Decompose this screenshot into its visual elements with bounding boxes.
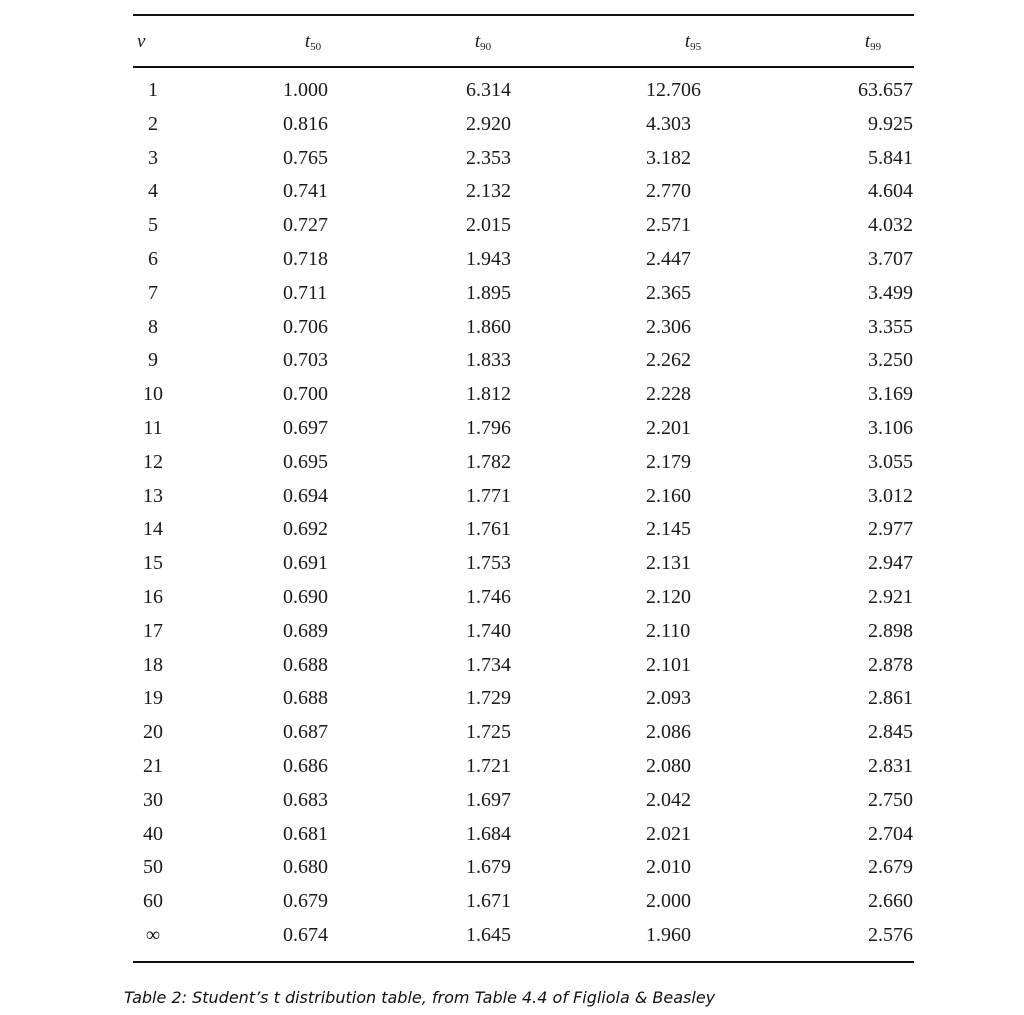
table-caption: Table 2: Student’s t distribution table, from Table 4.4 of Figliola & Beasley — [124, 988, 716, 1007]
table-row — [133, 142, 914, 176]
cell-t50: 0.674 — [283, 923, 328, 946]
cell-t95: 2.120 — [646, 585, 691, 608]
cell-t90: 1.671 — [466, 890, 511, 913]
table-body — [133, 74, 914, 953]
cell-t90: 1.782 — [466, 450, 511, 473]
cell-t90: 1.721 — [466, 754, 511, 777]
cell-t99: 2.878 — [868, 653, 913, 676]
cell-t90: 2.132 — [466, 180, 511, 203]
cell-t90: 1.860 — [466, 315, 511, 338]
cell-nu: 18 — [143, 653, 163, 676]
cell-t99: 2.921 — [868, 585, 913, 608]
header-t90-base: t — [474, 31, 481, 52]
cell-t99: 3.055 — [868, 450, 913, 473]
cell-t50: 0.816 — [283, 112, 328, 135]
cell-t99: 2.660 — [868, 890, 913, 913]
cell-t50: 0.680 — [283, 856, 328, 879]
cell-t95: 2.145 — [646, 518, 691, 541]
table-row — [133, 209, 914, 243]
cell-t95: 2.021 — [646, 822, 691, 845]
table-row — [133, 446, 914, 480]
table-row — [133, 615, 914, 649]
cell-t90: 1.895 — [466, 281, 511, 304]
cell-nu: 3 — [148, 146, 158, 169]
cell-nu: 20 — [143, 721, 163, 744]
cell-t99: 9.925 — [868, 112, 913, 135]
cell-t95: 2.010 — [646, 856, 691, 879]
table-row — [133, 513, 914, 547]
cell-t50: 0.700 — [283, 383, 328, 406]
table-row — [133, 74, 914, 108]
cell-t99: 2.831 — [868, 754, 913, 777]
cell-nu: 13 — [143, 484, 163, 507]
cell-nu: ∞ — [145, 923, 161, 946]
cell-t90: 6.314 — [466, 79, 511, 101]
table-row — [133, 649, 914, 683]
cell-t95: 2.447 — [646, 247, 691, 270]
table-row — [133, 311, 914, 345]
cell-nu: 2 — [148, 112, 158, 135]
cell-t99: 3.012 — [868, 484, 913, 507]
cell-t50: 0.683 — [283, 788, 328, 811]
header-t99-sub: 99 — [870, 41, 882, 53]
cell-t95: 2.306 — [646, 315, 691, 338]
table-row — [133, 277, 914, 311]
cell-t50: 0.703 — [283, 349, 328, 372]
cell-t50: 0.686 — [283, 754, 328, 777]
cell-t99: 3.106 — [868, 416, 913, 439]
cell-t50: 0.689 — [283, 619, 328, 642]
table-row — [133, 818, 914, 852]
table-row — [133, 378, 914, 412]
cell-nu: 15 — [143, 552, 163, 575]
cell-t99: 2.679 — [868, 856, 913, 879]
cell-nu: 11 — [143, 416, 163, 439]
cell-nu: 1 — [148, 79, 158, 101]
table-row — [133, 547, 914, 581]
table-row — [133, 108, 914, 142]
table-row — [133, 581, 914, 615]
cell-t99: 2.750 — [868, 788, 913, 811]
table-row — [133, 750, 914, 784]
table-row — [133, 682, 914, 716]
cell-t50: 0.718 — [283, 247, 328, 270]
cell-t90: 2.920 — [466, 112, 511, 135]
cell-t50: 0.688 — [283, 687, 328, 710]
cell-t90: 1.729 — [466, 687, 511, 710]
table-row — [133, 716, 914, 750]
cell-t90: 1.645 — [466, 923, 511, 946]
cell-t99: 3.169 — [868, 383, 913, 406]
cell-t90: 1.725 — [466, 721, 511, 744]
cell-t90: 1.746 — [466, 585, 511, 608]
cell-t95: 2.110 — [646, 619, 691, 642]
cell-t95: 2.093 — [646, 687, 691, 710]
cell-t95: 1.960 — [646, 923, 691, 946]
table-row — [133, 243, 914, 277]
cell-t95: 2.101 — [646, 653, 691, 676]
cell-nu: 50 — [143, 856, 163, 879]
cell-t50: 0.694 — [283, 484, 328, 507]
cell-nu: 5 — [148, 214, 158, 237]
cell-t50: 0.695 — [283, 450, 328, 473]
header-t90-sub: 90 — [480, 41, 492, 53]
table-header — [133, 22, 914, 62]
cell-t95: 2.080 — [646, 754, 691, 777]
cell-t90: 1.771 — [466, 484, 511, 507]
cell-t99: 3.707 — [868, 247, 913, 270]
cell-t90: 1.761 — [466, 518, 511, 541]
cell-t90: 1.833 — [466, 349, 511, 372]
header-t50-base: t — [304, 31, 311, 52]
cell-t95: 2.262 — [646, 349, 691, 372]
table-bottom-rule — [133, 961, 914, 963]
cell-nu: 16 — [143, 585, 163, 608]
cell-t95: 4.303 — [646, 112, 691, 135]
cell-t99: 5.841 — [868, 146, 913, 169]
cell-nu: 7 — [148, 281, 158, 304]
cell-nu: 12 — [143, 450, 163, 473]
cell-nu: 10 — [143, 383, 163, 406]
cell-t99: 2.861 — [868, 687, 913, 710]
cell-t90: 1.697 — [466, 788, 511, 811]
cell-t90: 1.943 — [466, 247, 511, 270]
cell-t99: 2.845 — [868, 721, 913, 744]
cell-t99: 3.355 — [868, 315, 913, 338]
table-row — [133, 480, 914, 514]
cell-t99: 4.032 — [868, 214, 913, 237]
header-t50 — [253, 30, 373, 59]
cell-nu: 6 — [148, 247, 158, 270]
cell-nu: 40 — [143, 822, 163, 845]
cell-nu: 30 — [143, 788, 163, 811]
cell-t50: 0.711 — [283, 281, 328, 304]
cell-t90: 1.812 — [466, 383, 511, 406]
cell-t90: 2.353 — [466, 146, 511, 169]
cell-t95: 2.160 — [646, 484, 691, 507]
cell-t99: 4.604 — [868, 180, 913, 203]
header-t50-sub: 50 — [310, 41, 322, 53]
cell-nu: 9 — [148, 349, 158, 372]
cell-nu: 19 — [143, 687, 163, 710]
header-nu: ν — [137, 31, 146, 52]
header-t95-sub: 95 — [690, 41, 702, 53]
cell-t50: 0.727 — [283, 214, 328, 237]
cell-t99: 2.704 — [868, 822, 913, 845]
table-row — [133, 851, 914, 885]
cell-t99: 3.499 — [868, 281, 913, 304]
cell-t95: 12.706 — [646, 79, 701, 101]
cell-t95: 2.770 — [646, 180, 691, 203]
cell-t90: 1.796 — [466, 416, 511, 439]
cell-t50: 0.681 — [283, 822, 328, 845]
cell-t90: 1.684 — [466, 822, 511, 845]
cell-t50: 0.706 — [283, 315, 328, 338]
cell-t95: 2.131 — [646, 552, 691, 575]
cell-t90: 2.015 — [466, 214, 511, 237]
cell-t50: 0.692 — [283, 518, 328, 541]
table-row — [133, 412, 914, 446]
cell-t90: 1.740 — [466, 619, 511, 642]
cell-t50: 0.690 — [283, 585, 328, 608]
table-row — [133, 175, 914, 209]
cell-t95: 2.179 — [646, 450, 691, 473]
cell-t50: 1.000 — [283, 79, 328, 101]
cell-nu: 60 — [143, 890, 163, 913]
cell-nu: 8 — [148, 315, 158, 338]
cell-t50: 0.697 — [283, 416, 328, 439]
table-row — [133, 344, 914, 378]
cell-nu: 14 — [143, 518, 163, 541]
cell-t99: 2.576 — [868, 923, 913, 946]
cell-t50: 0.679 — [283, 890, 328, 913]
cell-t95: 2.042 — [646, 788, 691, 811]
header-t95 — [633, 30, 753, 59]
cell-t95: 2.228 — [646, 383, 691, 406]
cell-t99: 2.947 — [868, 552, 913, 575]
cell-t90: 1.679 — [466, 856, 511, 879]
cell-nu: 17 — [143, 619, 163, 642]
table-row — [133, 885, 914, 919]
cell-t90: 1.734 — [466, 653, 511, 676]
cell-t50: 0.688 — [283, 653, 328, 676]
cell-t50: 0.741 — [283, 180, 328, 203]
header-t99 — [813, 30, 933, 59]
cell-t50: 0.687 — [283, 721, 328, 744]
header-t90 — [423, 30, 543, 59]
cell-t99: 63.657 — [858, 79, 913, 101]
cell-t99: 2.898 — [868, 619, 913, 642]
cell-t99: 2.977 — [868, 518, 913, 541]
cell-t95: 2.086 — [646, 721, 691, 744]
cell-t95: 2.571 — [646, 214, 691, 237]
header-t95-base: t — [684, 31, 691, 52]
cell-t95: 2.365 — [646, 281, 691, 304]
cell-t95: 2.201 — [646, 416, 691, 439]
table-row — [133, 919, 914, 953]
cell-t90: 1.753 — [466, 552, 511, 575]
table-row — [133, 784, 914, 818]
cell-nu: 4 — [148, 180, 158, 203]
cell-t50: 0.765 — [283, 146, 328, 169]
header-t99-base: t — [864, 31, 871, 52]
table-header-rule — [133, 66, 914, 68]
table-top-rule — [133, 14, 914, 16]
cell-t95: 3.182 — [646, 146, 691, 169]
cell-nu: 21 — [143, 754, 163, 777]
cell-t99: 3.250 — [868, 349, 913, 372]
cell-t50: 0.691 — [283, 552, 328, 575]
cell-t95: 2.000 — [646, 890, 691, 913]
